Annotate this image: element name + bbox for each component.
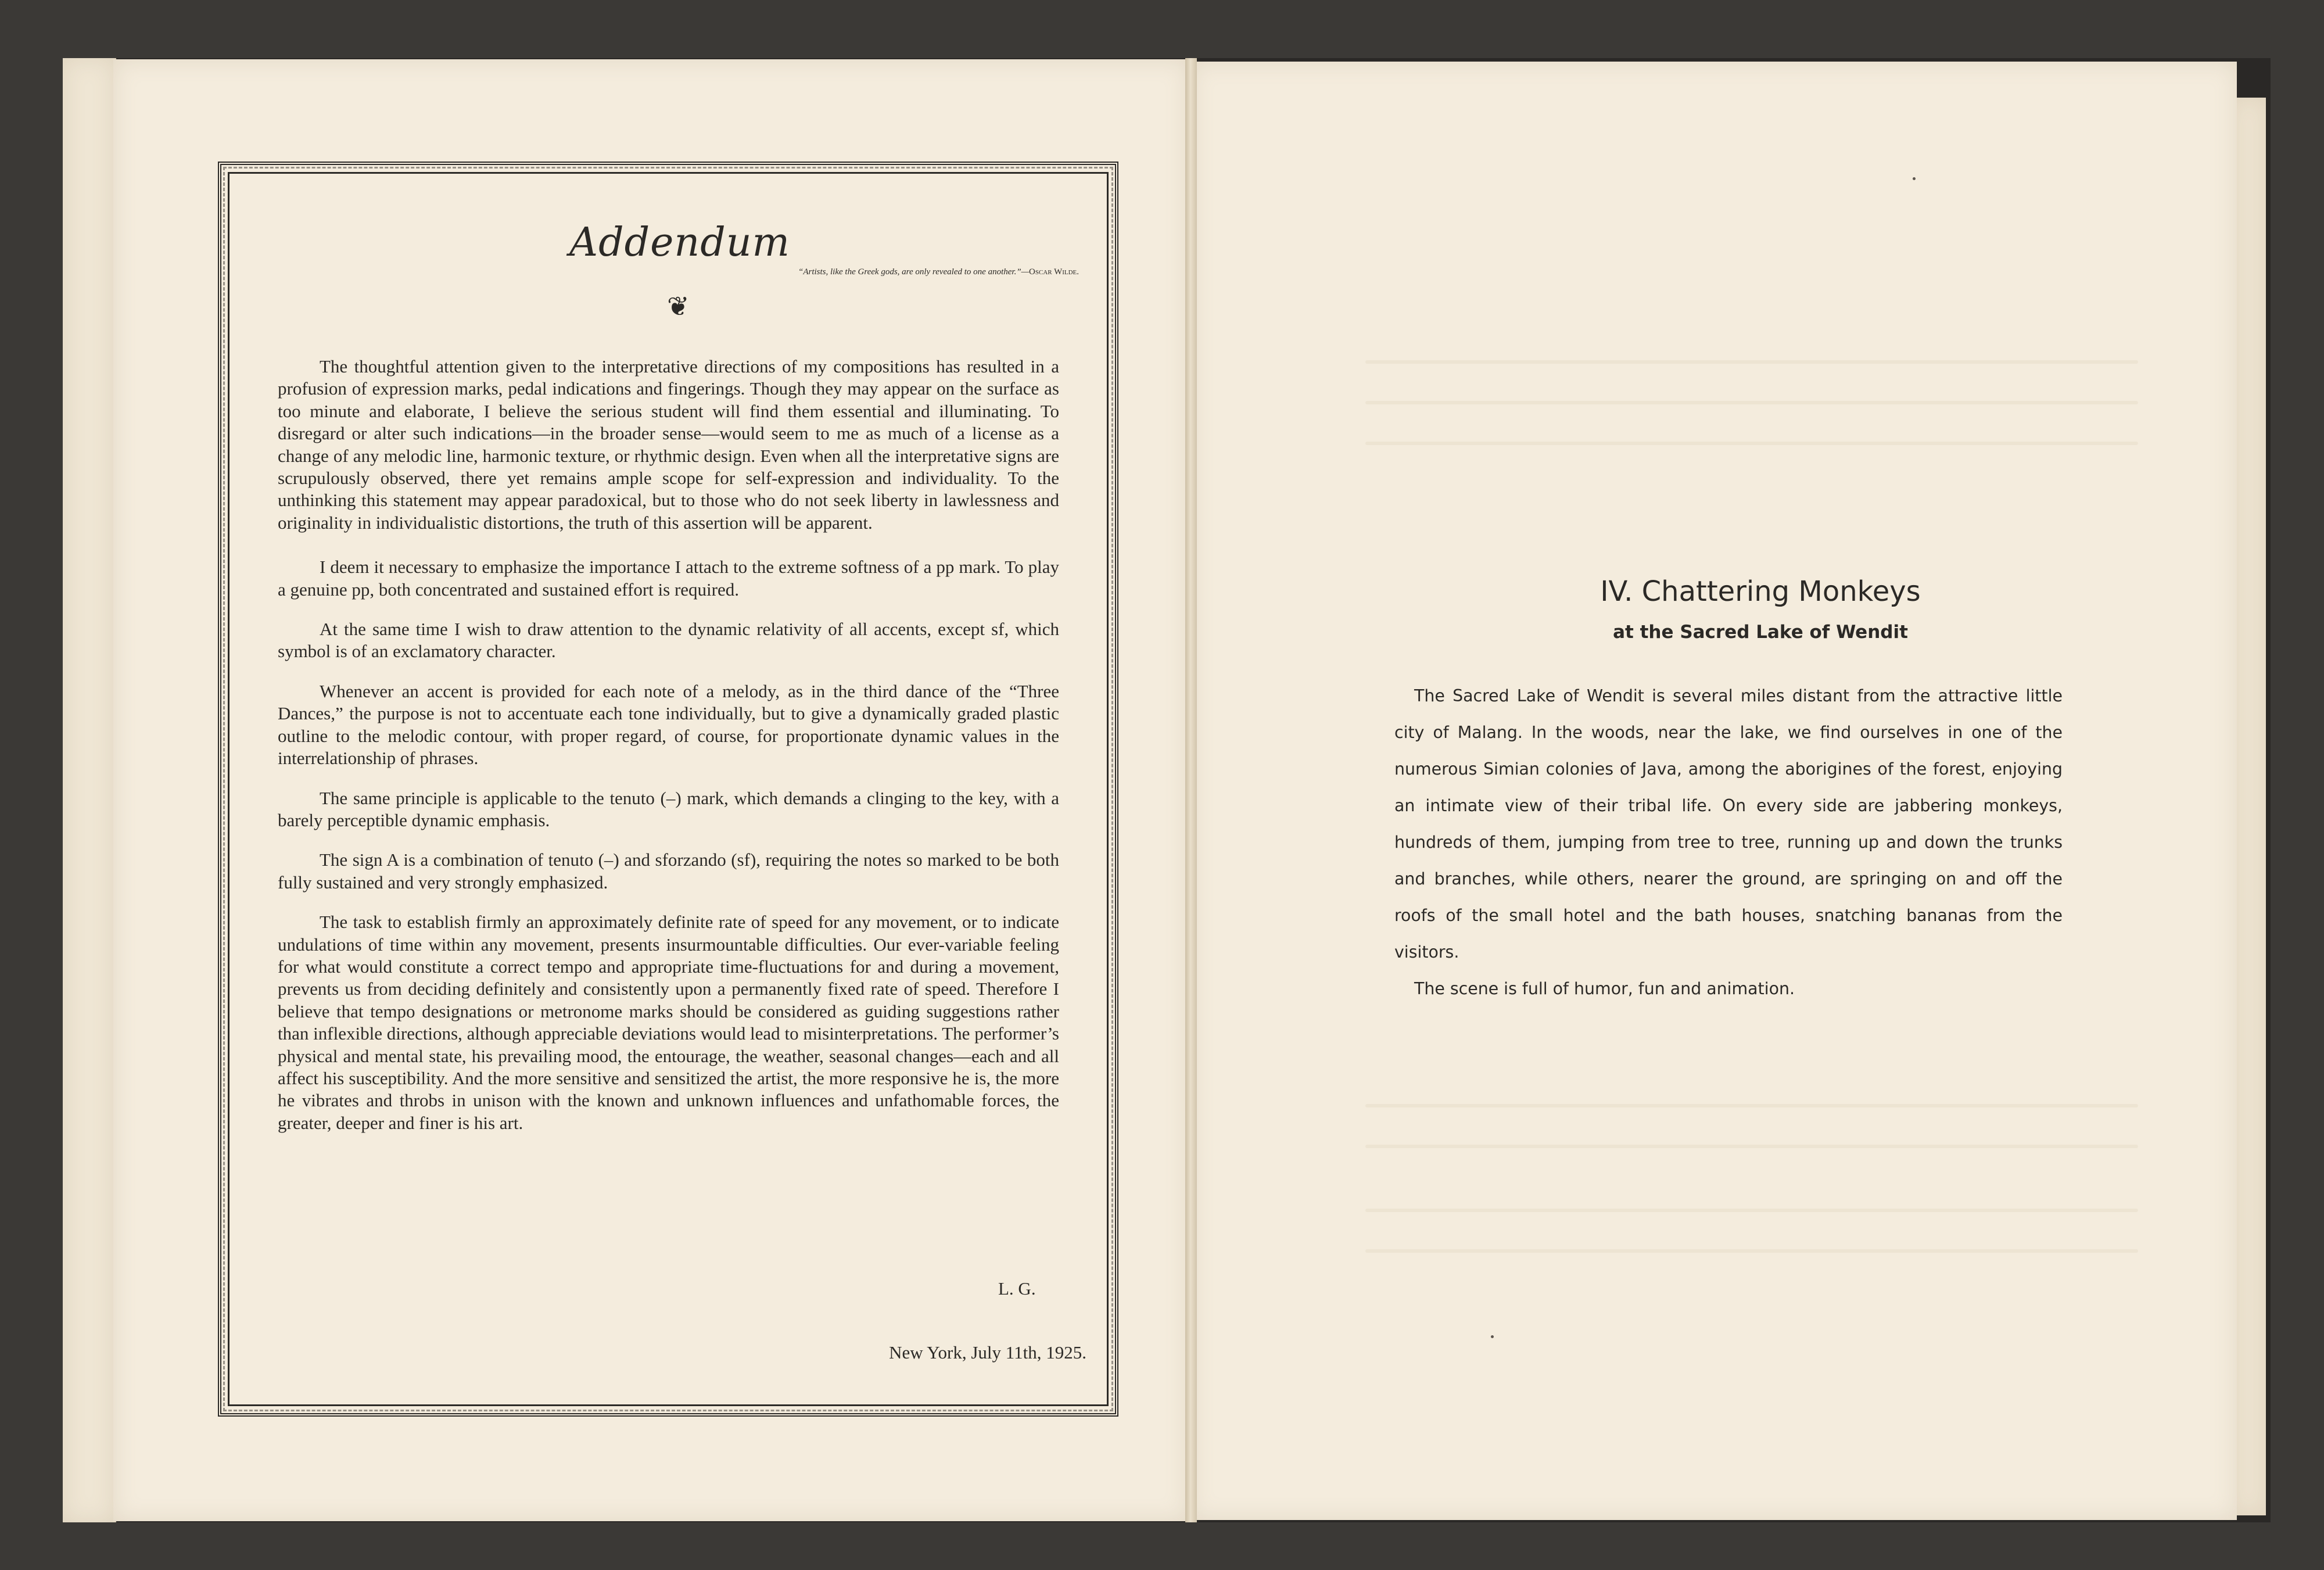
- show-through-staff: [1365, 1209, 2138, 1212]
- show-through-staff: [1365, 1145, 2138, 1148]
- addendum-paragraph: Whenever an accent is provided for each note of a melody, as in the third dance of the “Three Dances,” the purpose is not to accentuate each tone individually, but to give a dynamically graded plastic outline to the melodic contour, with proper regard, of course, for proportionate dynamic values in the interrelationship of phrases.: [278, 680, 1059, 769]
- signature-initials: L. G.: [998, 1278, 1036, 1299]
- ornament-glyph: ❦: [667, 292, 690, 321]
- show-through-staff: [1365, 1249, 2138, 1253]
- show-through-staff: [1365, 442, 2138, 445]
- addendum-paragraph: The task to establish firmly an approximately definite rate of speed for any movement, or to indicate undulations of time within any movement, presents insurmountable difficulties. Our ever-variable feeling for what would constitute a correct tempo and appropriate time-fluctuations for and during a movement, prevents us from deciding definitely and consistently upon a permanently fixed rate of speed. Therefore I believe that tempo designations or metronome marks should be considered as guiding suggestions rather than inflexible directions, although appreciable deviations would lead to misinterpretations. The performer’s physical and mental state, his prevailing mood, the entourage, the weather, seasonal changes—each and all affect his susceptibility. And the more sensitive and sensitized the artist, the more responsive he is, the more he vibrates and throbs in unison with the known and unknown influences and unfathomable forces, the greater, deeper and finer is his art.: [278, 912, 1059, 1133]
- show-through-staff: [1365, 401, 2138, 404]
- show-through-staff: [1365, 360, 2138, 364]
- underlying-page-left-edge: [63, 58, 116, 1522]
- program-note: [1394, 678, 2063, 1007]
- addendum-paragraph: I deem it necessary to emphasize the importance I attach to the extreme softness of a pp mark. To play a genuine pp, both concentrated and sustained effort is required.: [278, 557, 1059, 600]
- book-gutter: [1185, 58, 1197, 1522]
- addendum-paragraph: The same principle is applicable to the tenuto (–) mark, which demands a clinging to the key, with a barely perceptible dynamic emphasis.: [278, 787, 1059, 830]
- page-title: Addendum: [569, 220, 791, 266]
- epigraph-quote: “Artists, like the Greek gods, are only revealed to one another.”—: [798, 267, 1030, 277]
- dateline: New York, July 11th, 1925.: [889, 1342, 1086, 1363]
- paper-speck: [1913, 177, 1916, 180]
- paper-speck: [1491, 1335, 1494, 1338]
- addendum-paragraph: At the same time I wish to draw attention to the dynamic relativity of all accents, except sf, which symbol is of an exclamatory character.: [278, 619, 1059, 662]
- epigraph: [798, 266, 1100, 278]
- addendum-paragraph: The thoughtful attention given to the interpretative directions of my compositions has resulted in a profusion of expression marks, pedal indications and fingerings. Though they may appear on the surface as too minute and elaborate, I believe the serious student will find them essential and illuminating. To disregard or alter such indications—in the broader sense—would seem to me as much of a license as a change of any melodic line, harmonic texture, or rhythmic design. Even when all the interpretative signs are scrupulously observed, there yet remains ample scope for self-expression and individuality. To the unthinking this statement may appear paradoxical, but to those who do not seek liberty in lawlessness and originality in individualistic distortions, the truth of this assertion will be apparent.: [278, 356, 1059, 533]
- show-through-staff: [1365, 1104, 2138, 1107]
- addendum-paragraph: The sign A is a combination of tenuto (–) and sforzando (sf), requiring the notes so marked to be both fully sustained and very strongly emphasized.: [278, 849, 1059, 892]
- addendum-body: [278, 356, 1059, 1152]
- epigraph-author: Oscar Wilde.: [1029, 267, 1079, 277]
- movement-title: IV. Chattering Monkeys: [1600, 575, 1921, 608]
- program-note-paragraph: The scene is full of humor, fun and animation.: [1414, 979, 1795, 998]
- movement-subtitle: at the Sacred Lake of Wendit: [1613, 622, 1908, 643]
- program-note-paragraph: The Sacred Lake of Wendit is several miles distant from the attractive little city of Malang. In the woods, near the lake, we find ourselves in one of the numerous Simian colonies of Java, among the aborigines of the forest, enjoying an intimate view of their tribal life. On every side are jabbering monkeys, hundreds of them, jumping from tree to tree, running up and down the trunks and branches, while others, nearer the ground, are springing on and off the roofs of the small hotel and the bath houses, snatching bananas from the visitors.: [1394, 686, 2063, 962]
